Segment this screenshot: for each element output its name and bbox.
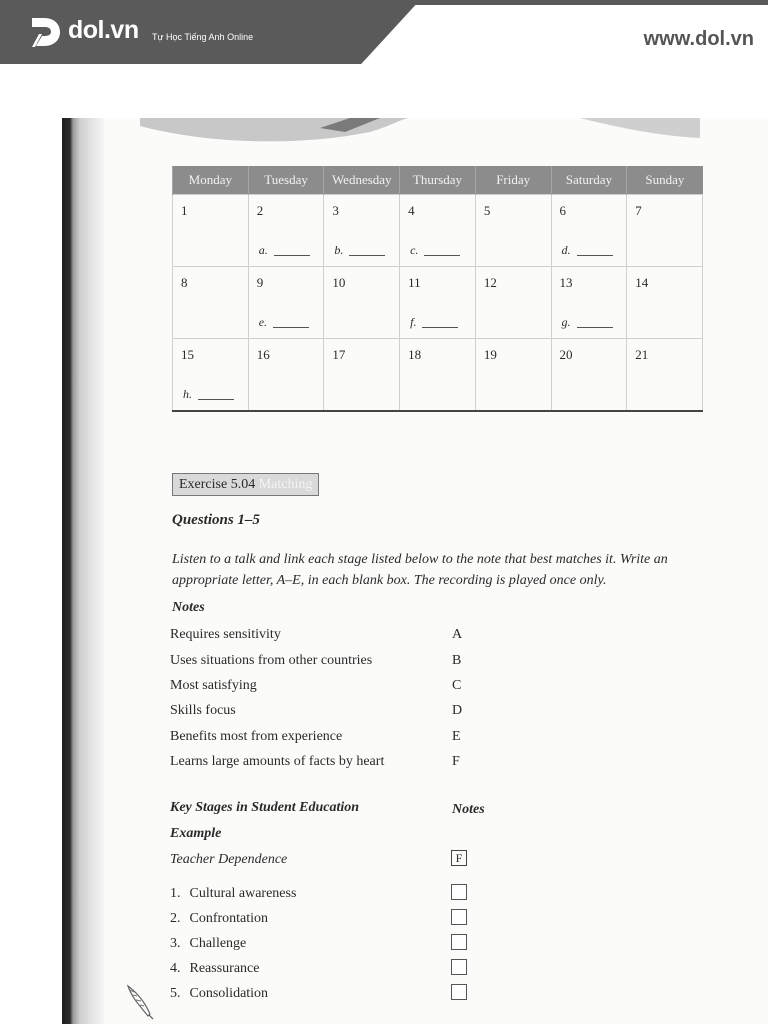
note-letter: D — [452, 703, 463, 718]
note-row — [170, 627, 470, 647]
day-header: Sunday — [627, 166, 703, 195]
book-spine-shadow — [62, 118, 104, 1024]
calendar-day-cell — [400, 195, 476, 267]
calendar-day-cell — [400, 267, 476, 339]
calendar-day-cell — [627, 339, 703, 412]
answer-box-5[interactable] — [451, 984, 467, 1000]
calendar-header-row — [173, 166, 703, 195]
day-number: 16 — [256, 347, 270, 362]
calendar-day-cell — [324, 267, 400, 339]
note-text: Most satisfying — [170, 678, 257, 693]
calendar-day-cell — [248, 195, 324, 267]
calendar-day-cell — [400, 339, 476, 412]
stage-item — [170, 886, 296, 902]
stage-item — [170, 936, 246, 952]
example-heading: Example — [170, 826, 222, 841]
day-number: 12 — [483, 275, 497, 290]
day-number: 13 — [559, 275, 573, 290]
answer-box-1[interactable] — [451, 884, 467, 900]
stage-item — [170, 961, 259, 977]
logo-tagline: Tự Học Tiếng Anh Online — [152, 32, 254, 42]
calendar-day-cell — [475, 267, 551, 339]
day-number: 19 — [483, 347, 497, 362]
note-text: Requires sensitivity — [170, 627, 281, 642]
calendar-day-cell — [627, 195, 703, 267]
day-header: Wednesday — [324, 166, 400, 195]
calendar-day-cell — [627, 267, 703, 339]
calendar-day-cell — [551, 339, 627, 412]
note-text: Uses situations from other countries — [170, 653, 373, 668]
answer-blank[interactable]: e. — [259, 315, 309, 330]
calendar-day-cell — [248, 267, 324, 339]
questions-title: Questions 1–5 — [172, 512, 260, 528]
note-text: Benefits most from experience — [170, 729, 343, 744]
answer-blank[interactable]: d. — [562, 243, 613, 258]
day-number: 8 — [181, 275, 188, 290]
day-number: 2 — [256, 203, 264, 218]
calendar-day-cell — [324, 195, 400, 267]
calendar-week-row — [173, 195, 703, 267]
example-item: Teacher Dependence — [170, 852, 288, 867]
site-url-link[interactable]: www.dol.vn — [643, 28, 754, 50]
day-number: 11 — [408, 275, 421, 290]
stages-heading: Key Stages in Student Education — [170, 800, 360, 815]
answer-blank[interactable]: f. — [410, 315, 458, 330]
decorative-swoosh — [140, 118, 700, 150]
day-number: 20 — [559, 347, 573, 362]
calendar-day-cell — [551, 195, 627, 267]
day-number: 18 — [408, 347, 422, 362]
answer-blank[interactable]: g. — [562, 315, 613, 330]
day-header: Saturday — [551, 166, 627, 195]
instructions-text: Listen to a talk and link each stage listed below to the note that best matches it. Write an appropriate letter, A–E, in each blank box. The recording is played once only. — [172, 552, 668, 588]
stage-item — [170, 986, 268, 1002]
day-header: Thursday — [400, 166, 476, 195]
calendar-day-cell — [324, 339, 400, 412]
note-letter: E — [452, 729, 461, 744]
note-letter: B — [452, 653, 462, 668]
day-number: 6 — [559, 203, 567, 218]
calendar-week-row — [173, 339, 703, 412]
day-number: 17 — [332, 347, 346, 362]
answer-blank[interactable]: a. — [259, 243, 310, 258]
quill-pen-icon — [124, 984, 156, 1020]
calendar-day-cell — [551, 267, 627, 339]
note-row — [170, 703, 470, 723]
day-header: Friday — [475, 166, 551, 195]
day-number: 9 — [256, 275, 264, 290]
day-number: 14 — [635, 275, 649, 290]
answer-blank[interactable]: b. — [334, 243, 385, 258]
stage-text: Consolidation — [189, 986, 269, 1001]
calendar-day-cell — [475, 195, 551, 267]
stage-number: 2. — [170, 911, 181, 926]
notes-heading: Notes — [172, 600, 205, 615]
note-letter: C — [452, 678, 462, 693]
calendar-week-row — [173, 267, 703, 339]
dol-logo-icon — [28, 14, 62, 50]
stage-number: 4. — [170, 961, 181, 976]
note-row — [170, 729, 470, 749]
day-number: 3 — [332, 203, 339, 218]
calendar-day-cell — [475, 339, 551, 412]
note-row — [170, 678, 470, 698]
answer-box-4[interactable] — [451, 959, 467, 975]
day-number: 10 — [332, 275, 346, 290]
stage-number: 5. — [170, 986, 181, 1001]
calendar-day-cell — [173, 195, 249, 267]
day-number: 7 — [635, 203, 642, 218]
stage-item — [170, 911, 268, 927]
logo-text[interactable]: dol.vn — [68, 16, 139, 44]
stage-text: Reassurance — [189, 961, 260, 976]
day-number: 4 — [408, 203, 415, 218]
notes-column-heading: Notes — [452, 802, 485, 817]
answer-box-3[interactable] — [451, 934, 467, 950]
note-row — [170, 754, 470, 774]
stage-text: Confrontation — [189, 911, 269, 926]
exercise-number: Exercise 5.04 — [179, 477, 256, 492]
day-number: 5 — [483, 203, 491, 218]
day-header: Tuesday — [248, 166, 324, 195]
note-letter: F — [452, 754, 460, 769]
example-answer-box: F — [451, 850, 467, 866]
exercise-label — [172, 473, 319, 496]
answer-blank[interactable]: h. — [183, 387, 234, 402]
day-header: Monday — [173, 166, 249, 195]
answer-box-2[interactable] — [451, 909, 467, 925]
header-strip — [380, 0, 768, 5]
note-row — [170, 653, 470, 673]
answer-blank[interactable]: c. — [410, 243, 460, 258]
site-header — [0, 0, 768, 64]
stage-text: Cultural awareness — [189, 886, 297, 901]
stage-text: Challenge — [189, 936, 247, 951]
day-number: 21 — [635, 347, 649, 362]
day-number: 15 — [181, 347, 194, 362]
exercise-type: Matching — [258, 477, 313, 492]
note-letter: A — [452, 627, 463, 642]
stage-number: 3. — [170, 936, 181, 951]
note-text: Skills focus — [170, 703, 236, 718]
stage-number: 1. — [170, 886, 181, 901]
calendar-day-cell — [173, 267, 249, 339]
day-number: 1 — [181, 203, 188, 218]
calendar-day-cell — [173, 339, 249, 412]
calendar-day-cell — [248, 339, 324, 412]
note-text: Learns large amounts of facts by heart — [170, 754, 385, 769]
calendar-table — [172, 166, 703, 412]
